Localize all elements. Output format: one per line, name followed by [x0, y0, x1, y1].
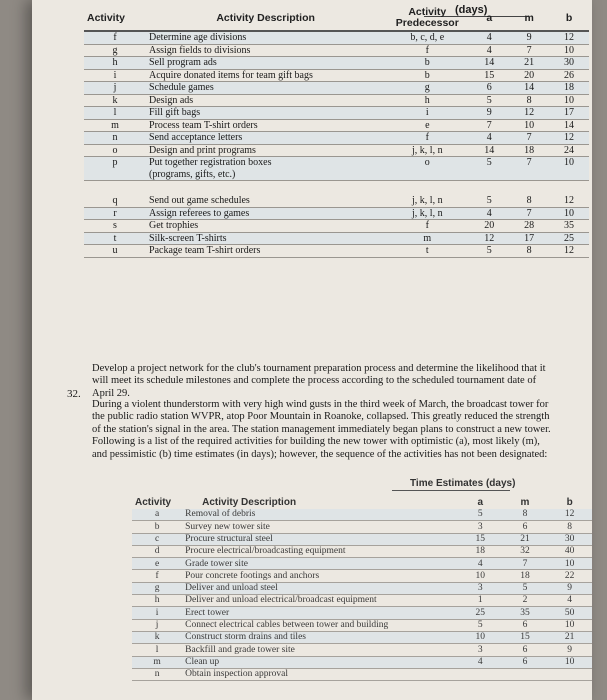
- table-row: [84, 94, 589, 107]
- cell-activity: l: [84, 107, 146, 120]
- cell-a: 10: [458, 631, 503, 643]
- cell-a: 12: [469, 232, 509, 245]
- table-row: [84, 132, 589, 145]
- cell-a: 4: [469, 44, 509, 57]
- cell-a: 5: [458, 509, 503, 521]
- table-row: [84, 220, 589, 233]
- cell-predecessor: o: [424, 157, 430, 169]
- cell-activity: k: [84, 94, 146, 107]
- table-row: [132, 595, 592, 607]
- cell-m: 21: [509, 57, 549, 70]
- cell-m: 7: [526, 157, 532, 169]
- cell-b: 30: [547, 533, 592, 545]
- header-a: a: [469, 6, 509, 31]
- cell-activity: c: [132, 533, 182, 545]
- cell-b: 10: [547, 558, 592, 570]
- cell-activity: i: [132, 607, 182, 619]
- table-row: [84, 44, 589, 57]
- cell-b: 21: [547, 631, 592, 643]
- cell-description: Deliver and unload electrical/broadcast equipment: [182, 595, 458, 607]
- cell-description: (programs, gifts, etc.): [146, 169, 385, 181]
- cell-description: Schedule games: [146, 82, 385, 95]
- table-row: [132, 509, 592, 521]
- cell-activity: r: [84, 207, 146, 220]
- header-m: m: [509, 6, 549, 31]
- cell-activity: o: [84, 144, 146, 157]
- cell-b: 35: [549, 220, 589, 233]
- cell-b: 24: [549, 144, 589, 157]
- cell-predecessor: [385, 169, 469, 181]
- cell-m: 35: [503, 607, 548, 619]
- cell-activity: h: [132, 595, 182, 607]
- cell-activity: l: [132, 644, 182, 656]
- table-row: [84, 57, 589, 70]
- cell-activity: i: [84, 69, 146, 82]
- cell-predecessor: b: [385, 57, 469, 70]
- cell-m: 5: [503, 582, 548, 594]
- cell-b: 8: [547, 521, 592, 533]
- cell-m: 28: [509, 220, 549, 233]
- cell-b: 25: [549, 232, 589, 245]
- cell-m: 7: [509, 132, 549, 145]
- cell-a: 3: [458, 521, 503, 533]
- header-description: Activity Description: [146, 6, 385, 31]
- cell-a: 14: [469, 144, 509, 157]
- cell-activity: b: [132, 521, 182, 533]
- cell-b: [549, 169, 589, 181]
- cell-m: 10: [509, 119, 549, 132]
- cell-a: [469, 169, 509, 181]
- table-spacer: [84, 181, 589, 196]
- cell-m: 6: [503, 521, 548, 533]
- cell-activity: j: [132, 619, 182, 631]
- cell-a: 6: [469, 82, 509, 95]
- cell-activity: a: [132, 509, 182, 521]
- table-row: [84, 245, 589, 258]
- textbook-page: [32, 0, 592, 700]
- cell-m: 7: [503, 558, 548, 570]
- cell-description: Procure electrical/broadcasting equipment: [182, 545, 458, 557]
- cell-b: 9: [547, 582, 592, 594]
- cell-b: 9: [547, 644, 592, 656]
- cell-a: 3: [458, 644, 503, 656]
- table-row: [132, 533, 592, 545]
- cell-description: Get trophies: [146, 220, 385, 233]
- cell-description: Procure structural steel: [182, 533, 458, 545]
- cell-m: [503, 668, 548, 680]
- cell-predecessor: j, k, l, n: [385, 144, 469, 157]
- cell-a: 4: [458, 558, 503, 570]
- cell-description: Send acceptance letters: [146, 132, 385, 145]
- table-row: [132, 644, 592, 656]
- cell-m: [509, 169, 549, 181]
- cell-b: 18: [549, 82, 589, 95]
- cell-m: 7: [509, 207, 549, 220]
- cell-description: Package team T-shirt orders: [146, 245, 385, 258]
- cell-b: 17: [549, 107, 589, 120]
- cell-a: 18: [458, 545, 503, 557]
- cell-a: 1: [458, 595, 503, 607]
- header-b: b: [566, 497, 573, 508]
- cell-description: Clean up: [182, 656, 458, 668]
- cell-predecessor: e: [385, 119, 469, 132]
- cell-description: Pour concrete footings and anchors: [182, 570, 458, 582]
- cell-b: 10: [549, 94, 589, 107]
- cell-a: 4: [469, 207, 509, 220]
- cell-predecessor: h: [385, 94, 469, 107]
- cell-b: 10: [547, 656, 592, 668]
- cell-a: 5: [486, 157, 492, 169]
- cell-m: 20: [509, 69, 549, 82]
- cell-a: 4: [469, 132, 509, 145]
- cell-m: 12: [509, 107, 549, 120]
- cell-predecessor: b, c, d, e: [385, 31, 469, 44]
- cell-description: Silk-screen T-shirts: [146, 232, 385, 245]
- cell-m: 6: [503, 644, 548, 656]
- cell-predecessor: m: [385, 232, 469, 245]
- table-row: [132, 545, 592, 557]
- cell-description: Assign fields to divisions: [146, 44, 385, 57]
- cell-activity: f: [84, 31, 146, 44]
- cell-activity: n: [84, 132, 146, 145]
- cell-b: 12: [549, 132, 589, 145]
- table-row: [132, 656, 592, 668]
- cell-activity: d: [132, 545, 182, 557]
- cell-description: Fill gift bags: [146, 107, 385, 120]
- cell-description: Design ads: [146, 94, 385, 107]
- cell-a: [458, 668, 503, 680]
- cell-m: 8: [509, 245, 549, 258]
- cell-b: 40: [547, 545, 592, 557]
- header-a: a: [477, 497, 484, 508]
- cell-activity: q: [84, 195, 146, 207]
- cell-description: Survey new tower site: [182, 521, 458, 533]
- table-row: [84, 69, 589, 82]
- cell-description: Acquire donated items for team gift bags: [146, 69, 385, 82]
- cell-activity: s: [84, 220, 146, 233]
- table-row: [84, 157, 589, 169]
- cell-activity: [84, 169, 146, 181]
- cell-b: 14: [549, 119, 589, 132]
- table-row: [132, 631, 592, 643]
- table-row: [132, 558, 592, 570]
- cell-description: Construct storm drains and tiles: [182, 631, 458, 643]
- table-row: [84, 119, 589, 132]
- header-description: Activity Description: [202, 497, 297, 508]
- cell-m: 21: [503, 533, 548, 545]
- cell-m: 14: [509, 82, 549, 95]
- cell-description: Process team T-shirt orders: [146, 119, 385, 132]
- cell-a: 5: [469, 195, 509, 207]
- cell-predecessor: f: [385, 220, 469, 233]
- cell-description: Put together registration boxes: [149, 157, 272, 169]
- cell-description: Obtain inspection approval: [182, 668, 458, 680]
- cell-description: Send out game schedules: [146, 195, 385, 207]
- cell-b: 26: [549, 69, 589, 82]
- cell-activity: n: [132, 668, 182, 680]
- cell-predecessor: t: [385, 245, 469, 258]
- cell-b: 10: [549, 207, 589, 220]
- header-activity: Activity: [135, 497, 172, 508]
- cell-a: 15: [458, 533, 503, 545]
- cell-m: 8: [509, 94, 549, 107]
- cell-activity: g: [132, 582, 182, 594]
- cell-activity: m: [132, 656, 182, 668]
- cell-predecessor: f: [385, 44, 469, 57]
- cell-m: 8: [503, 509, 548, 521]
- cell-predecessor: j, k, l, n: [385, 207, 469, 220]
- time-estimates-header: Time Estimates (days): [410, 478, 516, 489]
- cell-m: 7: [509, 44, 549, 57]
- cell-activity: p: [112, 157, 118, 169]
- cell-description: Sell program ads: [146, 57, 385, 70]
- cell-activity: j: [84, 82, 146, 95]
- cell-b: 12: [549, 31, 589, 44]
- cell-description: Connect electrical cables between tower and building: [182, 619, 458, 631]
- cell-m: 17: [509, 232, 549, 245]
- table-row: [132, 570, 592, 582]
- cell-description: Backfill and grade tower site: [182, 644, 458, 656]
- cell-b: 12: [549, 195, 589, 207]
- tournament-activity-table: [84, 6, 589, 258]
- cell-b: 4: [547, 595, 592, 607]
- cell-m: 18: [503, 570, 548, 582]
- table-row: [132, 607, 592, 619]
- table-row: [84, 195, 589, 207]
- cell-a: 20: [469, 220, 509, 233]
- instruction-paragraph: Develop a project network for the club's tournament preparation process and determine the likelihood that it will meet its schedule milestones and complete the process according to the scheduled tournament date of April 29.: [92, 362, 546, 399]
- cell-b: 22: [547, 570, 592, 582]
- cell-m: 9: [509, 31, 549, 44]
- cell-a: 25: [458, 607, 503, 619]
- cell-b: 30: [549, 57, 589, 70]
- cell-b: 12: [547, 509, 592, 521]
- cell-m: 6: [503, 656, 548, 668]
- cell-activity: k: [132, 631, 182, 643]
- cell-m: 32: [503, 545, 548, 557]
- cell-b: 12: [549, 245, 589, 258]
- cell-a: 15: [469, 69, 509, 82]
- cell-description: Deliver and unload steel: [182, 582, 458, 594]
- cell-activity: u: [84, 245, 146, 258]
- header-activity: Activity: [84, 6, 146, 31]
- cell-predecessor: b: [385, 69, 469, 82]
- cell-a: 3: [458, 582, 503, 594]
- tower-activity-table: [132, 475, 592, 681]
- cell-a: 9: [469, 107, 509, 120]
- table-row: [132, 521, 592, 533]
- cell-predecessor: f: [385, 132, 469, 145]
- cell-a: 7: [469, 119, 509, 132]
- cell-description: Removal of debris: [182, 509, 458, 521]
- table-row: [132, 668, 592, 680]
- cell-activity: g: [84, 44, 146, 57]
- cell-m: 8: [509, 195, 549, 207]
- cell-a: 4: [458, 656, 503, 668]
- cell-m: 15: [503, 631, 548, 643]
- table-header-row: [132, 475, 592, 509]
- cell-b: [547, 668, 592, 680]
- cell-activity: t: [84, 232, 146, 245]
- cell-activity: e: [132, 558, 182, 570]
- table-row: [84, 232, 589, 245]
- cell-b: 10: [549, 44, 589, 57]
- header-m: m: [520, 497, 530, 508]
- cell-a: 5: [458, 619, 503, 631]
- table-row: [84, 31, 589, 44]
- cell-activity: f: [132, 570, 182, 582]
- table-row: [132, 582, 592, 594]
- cell-a: 10: [458, 570, 503, 582]
- cell-b: 10: [547, 619, 592, 631]
- cell-m: 2: [503, 595, 548, 607]
- cell-predecessor: j, k, l, n: [385, 195, 469, 207]
- cell-activity: h: [84, 57, 146, 70]
- days-header: (days): [455, 4, 488, 16]
- cell-description: Determine age divisions: [146, 31, 385, 44]
- cell-a: 4: [469, 31, 509, 44]
- cell-description: Design and print programs: [146, 144, 385, 157]
- table-row: [84, 169, 589, 181]
- cell-predecessor: i: [385, 107, 469, 120]
- table-header-row: [84, 6, 589, 31]
- problem-number: 32.: [67, 388, 81, 400]
- table-row: [84, 107, 589, 120]
- cell-b: 10: [564, 157, 575, 169]
- cell-description: Assign referees to games: [146, 207, 385, 220]
- table-row: [132, 619, 592, 631]
- cell-description: Grade tower site: [182, 558, 458, 570]
- cell-m: 18: [509, 144, 549, 157]
- table-row: [84, 207, 589, 220]
- cell-description: Erect tower: [182, 607, 458, 619]
- problem-paragraph: During a violent thunderstorm with very high wind gusts in the third week of March, the broadcast tower for the public radio station WVPR, atop Poor Mountain in Roanoke, collapsed. This greatly reduced the strength of the station's signal in the area. The station management immediately began plans to construct a new tower. Following is a list of the required activities for building the new tower with optimistic (a), most likely (m), and pessimistic (b) time estimates (in days); however, the sequence of the activities has not been designated:: [92, 398, 551, 460]
- cell-predecessor: g: [385, 82, 469, 95]
- table-row: [84, 144, 589, 157]
- cell-a: 5: [469, 94, 509, 107]
- header-b: b: [549, 6, 589, 31]
- header-predecessor: Activity Predecessor: [385, 6, 469, 31]
- cell-a: 5: [469, 245, 509, 258]
- cell-a: 14: [469, 57, 509, 70]
- cell-b: 50: [547, 607, 592, 619]
- cell-activity: m: [84, 119, 146, 132]
- cell-m: 6: [503, 619, 548, 631]
- table-row: [84, 82, 589, 95]
